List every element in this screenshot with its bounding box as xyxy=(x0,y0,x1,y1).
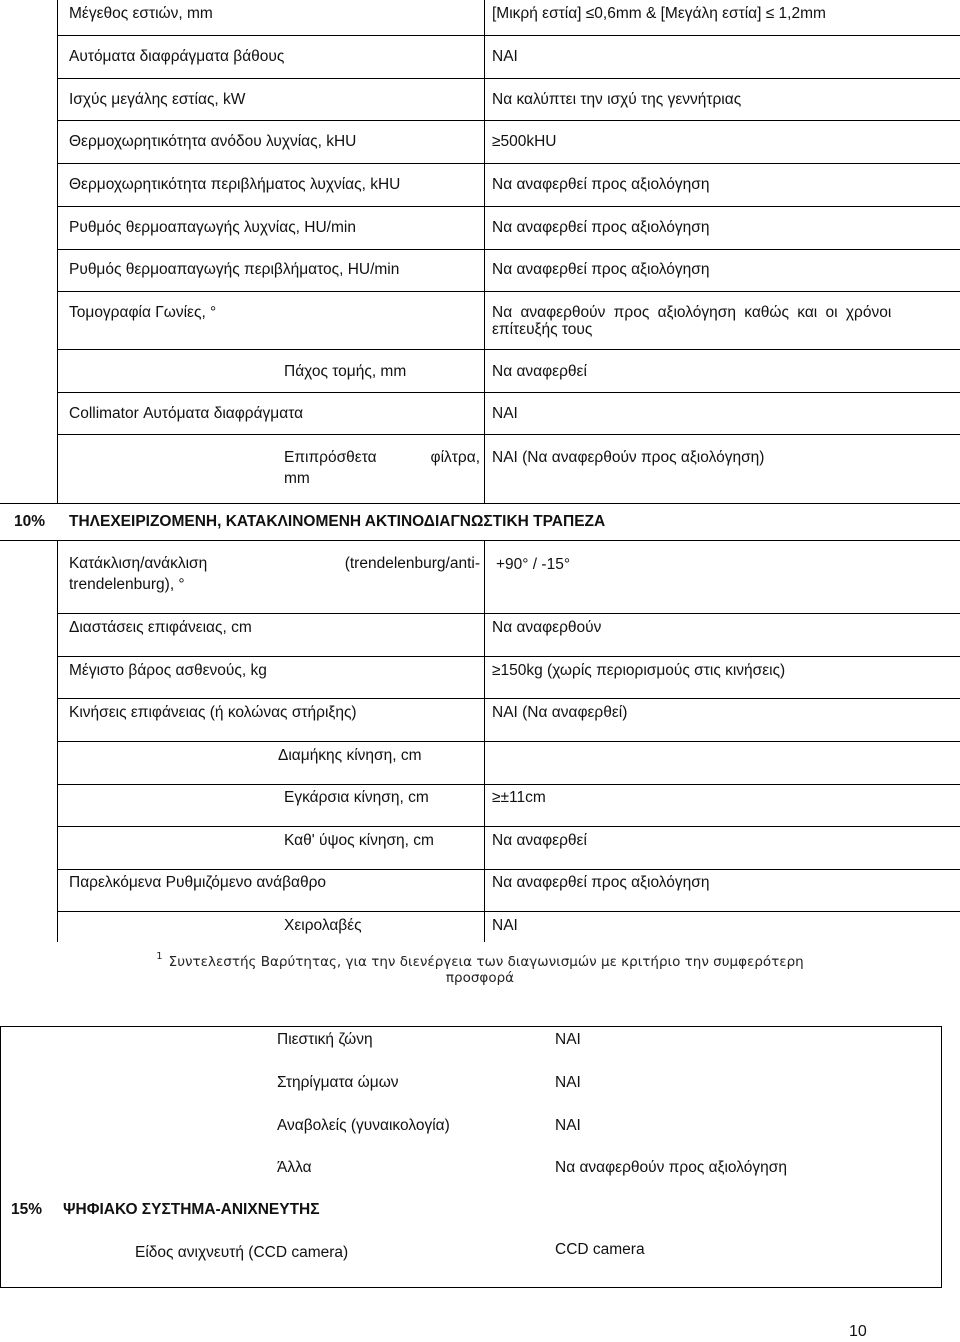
spec-label: Θερμοχωρητικότητα περιβλήματος λυχνίας, kHU xyxy=(69,176,401,193)
spec-value: ΝΑΙ xyxy=(492,917,518,934)
spec-label: Εγκάρσια κίνηση, cm xyxy=(284,789,429,806)
spec-label: Ρυθμός θερμοαπαγωγής περιβλήματος, HU/min xyxy=(69,261,400,278)
spec-value: Να αναφερθούν προς αξιολόγηση xyxy=(555,1159,787,1176)
spec-value: Να αναφερθεί xyxy=(492,832,587,849)
spec-value: [Μικρή εστία] ≤0,6mm & [Μεγάλη εστία] ≤ 1,2mm xyxy=(492,5,826,22)
spec-value: Να αναφερθεί προς αξιολόγηση xyxy=(492,874,710,891)
spec-value: ΝΑΙ xyxy=(555,1074,581,1091)
spec-value: ΝΑΙ (Να αναφερθεί) xyxy=(492,704,628,721)
spec-label: Στηρίγματα ώμων xyxy=(277,1074,399,1091)
table-border xyxy=(0,1287,942,1288)
table-border xyxy=(57,206,960,207)
footnote-marker: 1 xyxy=(156,951,163,962)
spec-label: Μέγεθος εστιών, mm xyxy=(69,5,213,22)
footnote xyxy=(100,951,860,986)
spec-label: mm xyxy=(284,470,310,487)
spec-value: επίτευξής τους xyxy=(492,321,593,338)
spec-label: Ρυθμός θερμοαπαγωγής λυχνίας, HU/min xyxy=(69,219,356,236)
spec-label xyxy=(69,555,480,573)
spec-value: Να αναφερθεί xyxy=(492,363,587,380)
spec-label xyxy=(284,449,480,467)
spec-label: Παρελκόμενα Ρυθμιζόμενο ανάβαθρο xyxy=(69,874,327,891)
spec-label-part: φίλτρα, xyxy=(430,449,480,466)
table-border xyxy=(57,698,960,699)
spec-value: Να αναφερθεί προς αξιολόγηση xyxy=(492,219,710,236)
spec-value: ≥±11cm xyxy=(492,789,546,806)
spec-value: Να καλύπτει την ισχύ της γεννήτριας xyxy=(492,91,742,108)
table-border xyxy=(57,911,960,912)
spec-label: trendelenburg), ° xyxy=(69,576,185,593)
spec-value: ≥150kg (χωρίς περιορισμούς στις κινήσεις) xyxy=(492,662,786,679)
table-border xyxy=(57,120,960,121)
table-border xyxy=(57,78,960,79)
table-border xyxy=(57,826,960,827)
spec-label: Αναβολείς (γυναικολογία) xyxy=(277,1117,450,1134)
table-border xyxy=(57,434,960,435)
table-border xyxy=(941,1026,942,1288)
spec-value: ΝΑΙ xyxy=(492,405,518,422)
table-border xyxy=(484,0,485,503)
spec-label: Πιεστική ζώνη xyxy=(277,1031,373,1048)
table-border xyxy=(0,540,960,541)
table-border xyxy=(57,613,960,614)
spec-value: ΝΑΙ xyxy=(555,1031,581,1048)
table-border xyxy=(57,392,960,393)
section-title: ΨΗΦΙΑΚΟ ΣΥΣΤΗΜΑ-ΑΝΙΧΝΕΥΤΗΣ xyxy=(63,1201,320,1218)
spec-label-part: Επιπρόσθετα xyxy=(284,449,377,466)
table-border xyxy=(57,349,960,350)
footnote-line: προσφορά xyxy=(445,970,515,986)
spec-label: Χειρολαβές xyxy=(284,917,362,934)
spec-label: Θερμοχωρητικότητα ανόδου λυχνίας, kHU xyxy=(69,133,357,150)
table-border xyxy=(57,656,960,657)
spec-label: Collimator Αυτόματα διαφράγματα xyxy=(69,405,304,422)
footnote-text: Συντελεστής Βαρύτητας, για την διενέργεια των διαγωνισμών με κριτήριο την συμφερότερη xyxy=(168,954,804,970)
spec-label: Ισχύς μεγάλης εστίας, kW xyxy=(69,91,246,108)
spec-label: Τομογραφία Γωνίες, ° xyxy=(69,304,217,321)
spec-value: Να αναφερθεί προς αξιολόγηση xyxy=(492,176,710,193)
table-border xyxy=(57,163,960,164)
spec-label: Καθ' ύψος κίνηση, cm xyxy=(284,832,434,849)
spec-value: ΝΑΙ (Να αναφερθούν προς αξιολόγηση) xyxy=(492,449,765,466)
spec-label: Άλλα xyxy=(277,1159,312,1176)
page-number: 10 xyxy=(849,1323,867,1340)
spec-value: Να αναφερθούν xyxy=(492,619,602,636)
section-title: ΤΗΛΕΧΕΙΡΙΖΟΜΕΝΗ, ΚΑΤΑΚΛΙΝΟΜΕΝΗ ΑΚΤΙΝΟΔΙΑΓΝΩΣΤΙΚΗ ΤΡΑΠΕΖΑ xyxy=(69,513,606,530)
spec-label: Είδος ανιχνευτή (CCD camera) xyxy=(135,1244,349,1261)
spec-value: Να αναφερθεί προς αξιολόγηση xyxy=(492,261,710,278)
spec-value: ΝΑΙ xyxy=(492,48,518,65)
spec-label: Μέγιστο βάρος ασθενούς, kg xyxy=(69,662,267,679)
spec-label-part: (trendelenburg/anti- xyxy=(344,555,480,572)
table-border xyxy=(57,291,960,292)
spec-value: Να αναφερθούν προς αξιολόγηση καθώς και οι χρόνοι xyxy=(492,304,892,321)
spec-label: Κινήσεις επιφάνειας (ή κολώνας στήριξης) xyxy=(69,704,357,721)
spec-value: +90° / -15° xyxy=(496,556,571,573)
section-percent: 10% xyxy=(14,513,46,530)
spec-label: Πάχος τομής, mm xyxy=(284,363,407,380)
table-border xyxy=(57,35,960,36)
table-border xyxy=(0,1026,1,1288)
table-border xyxy=(57,784,960,785)
table-border xyxy=(57,869,960,870)
spec-label-part: Κατάκλιση/ανάκλιση xyxy=(69,555,208,572)
table-border xyxy=(0,1026,942,1027)
footnote-line xyxy=(100,951,860,971)
table-border xyxy=(57,0,58,503)
spec-value: CCD camera xyxy=(555,1241,645,1258)
spec-value: ΝΑΙ xyxy=(555,1117,581,1134)
section-percent: 15% xyxy=(11,1201,43,1218)
table-border xyxy=(57,249,960,250)
spec-label: Διαστάσεις επιφάνειας, cm xyxy=(69,619,252,636)
spec-label: Διαμήκης κίνηση, cm xyxy=(278,747,422,764)
table-border xyxy=(0,503,960,504)
spec-value: ≥500kHU xyxy=(492,133,557,150)
table-border xyxy=(57,741,960,742)
spec-label: Αυτόματα διαφράγματα βάθους xyxy=(69,48,285,65)
